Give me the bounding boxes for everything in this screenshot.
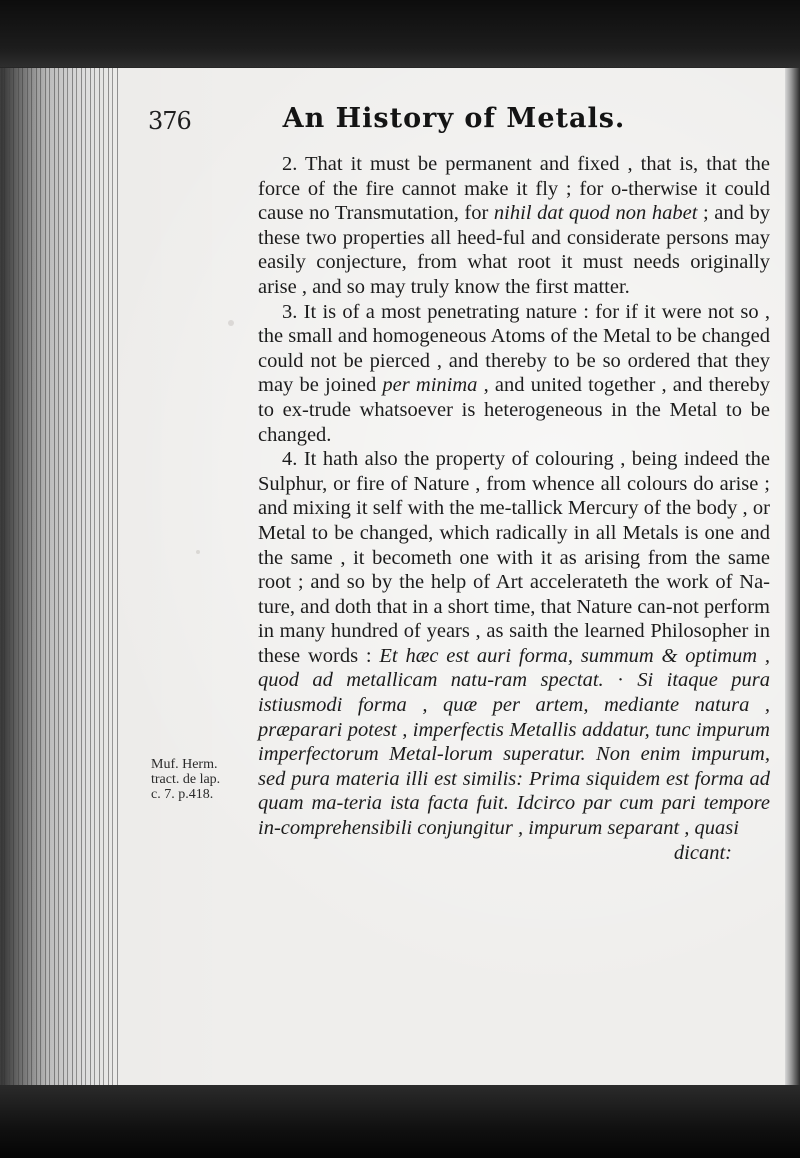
paragraph-text: , and united together , and thereby to ex-trude whatsoever is heterogeneous in the Metal to be changed. — [258, 374, 771, 446]
paragraph-text: 2. That it must be permanent and fixed , that is, that the force of the fire cannot make it fly ; for o-therwise it could cause no Transmutation, for — [258, 153, 770, 225]
paper-stain — [228, 320, 234, 326]
margin-note-line: tract. de lap. — [151, 772, 221, 787]
page-number: 376 — [148, 107, 191, 135]
paragraph-text: ; and by these two properties all heed-ful and considerate persons may easily conjecture, from what root it must needs originally arise , and so may truly know the first matter. — [258, 202, 770, 298]
paragraph-text: 3. It is of a most penetrating nature : for if it were not so , the small and homogeneous Atoms of the Metal to be changed could not be pierced , and thereby to be so ordered that they may be joined — [258, 300, 770, 397]
paragraph-text: · — [603, 669, 638, 692]
latin-quote: Et hæc est auri forma, summum & optimum , quod ad metallicam natu-ram spectat. — [258, 644, 770, 692]
paragraph-text: 4. It hath also the property of colouring , being indeed the Sulphur, or fire of Nature , from whence all colours do arise ; and mixing it self with the me-tallick Mercury of the body , or Metal to be changed, which radically in all Metals is one and the same , it becometh one with it as arising from the same root ; and so by the help of Art accelerateth the work of Na-ture, and doth that in a short time, that Nature can-not perform in many hundred of years , as saith the learned Philosopher in these words : — [258, 448, 770, 667]
margin-note-line: Muf. Herm. — [151, 757, 218, 772]
page-header — [148, 103, 768, 147]
scan-bottom-border — [0, 1085, 800, 1158]
catchword: dicant: — [673, 841, 732, 864]
body-text — [258, 152, 770, 865]
running-title: An History of Metals. — [282, 103, 626, 134]
page-gutter — [0, 68, 120, 1098]
paragraph-4 — [258, 447, 770, 841]
margin-note-line: c. 7. p.418. — [151, 787, 214, 802]
page-right-edge — [785, 68, 800, 1098]
latin-quote: Si itaque pura istiusmodi forma , quæ per artem, mediante natura , præparari potest , imperfectis Metallis addatur, tunc impurum imperfectorum Metal-lorum superatur. Non enim impurum, sed pura materia illi est similis: Prima siquidem est forma ad quam ma-teria ista facta fuit. Idcirco par cum pari tempore in-comprehensibili conjungitur , impurum separant , quasi — [258, 669, 770, 840]
margin-note — [151, 757, 251, 802]
paper-stain — [196, 550, 200, 554]
paragraph-3 — [258, 300, 770, 448]
latin-phrase: nihil dat quod non habet — [493, 202, 698, 225]
paragraph-2 — [258, 152, 770, 300]
latin-phrase: per minima — [382, 374, 478, 397]
